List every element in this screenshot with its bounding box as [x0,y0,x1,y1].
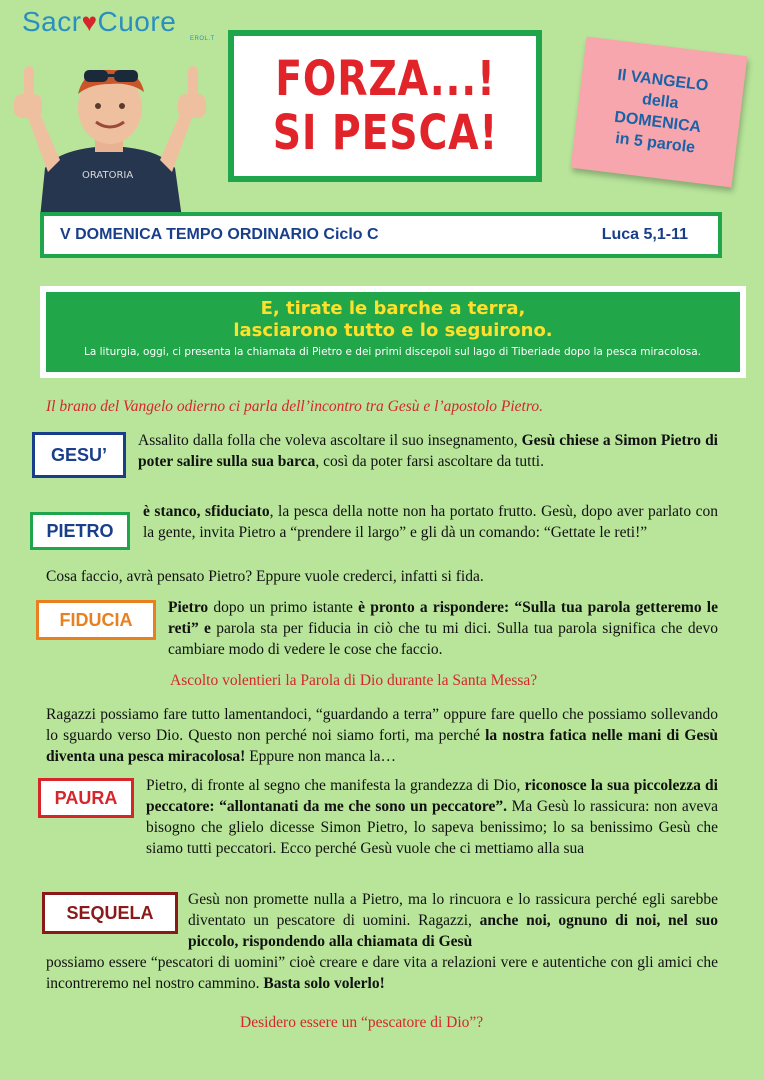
label-gesu: GESU’ [32,432,126,478]
label-pietro: PIETRO [30,512,130,550]
paragraph-middle: Ragazzi possiamo fare tutto lamentandoci, “guardando a terra” oppure fare quello che possiamo sollevando lo sguardo verso Dio. Questo non perché noi siamo forti, ma perché la nostra fatica nelle mani di Gesù diventa una pesca miracolosa! Eppure non manca la… [46,706,719,765]
title-box [228,30,542,182]
paragraph-sequela: Gesù non promette nulla a Pietro, ma lo rincuora e lo rassicura perché egli sarebbe diventato un pescatore di uomini. Ragazzi, anche noi, ognuno di noi, nel suo piccolo, rispondendo alla chiamata di Gesù [188,891,718,950]
note-line-2: della [641,90,680,113]
note-line-3: DOMENICA [613,108,702,137]
logo-text-2: Cuore [97,6,177,37]
sticky-note [571,37,748,188]
title-line-1: FORZA...! [274,51,496,107]
note-line-1: Il VANGELO [616,66,710,95]
logo-subtitle: EROL.T [190,36,215,42]
question-sequela: Desidero essere un “pescatore di Dio”? [240,1014,484,1031]
gospel-banner [40,286,746,378]
paragraph-pietro: è stanco, sfiduciato, la pesca della notte non ha portato frutto. Gesù, dopo aver parlato con la gente, invita Pietro a “prendere il largo” e gli dà un comando: “Gettate le reti!” [143,503,718,541]
label-paura: PAURA [38,778,134,818]
question-fiducia: Ascolto volentieri la Parola di Dio durante la Santa Messa? [170,672,538,689]
paragraph-pietro-after: Cosa faccio, avrà pensato Pietro? Eppure vuole crederci, infatti si fida. [46,568,484,585]
boy-thumbs-up-photo [0,48,230,218]
sunday-label: V DOMENICA TEMPO ORDINARIO Ciclo C [60,226,379,243]
paragraph-gesu: Assalito dalla folla che voleva ascoltare il suo insegnamento, Gesù chiese a Simon Pietro di poter salire sulla sua barca, così da poter farsi ascoltare da tutti. [138,432,718,470]
heart-icon: ♥ [81,7,98,37]
logo [22,6,215,42]
svg-text:ORATORIA: ORATORIA [82,170,134,181]
banner-text: La liturgia, oggi, ci presenta la chiamata di Pietro e dei primi discepoli sul lago di Tiberiade dopo la pesca miracolosa. [84,346,701,358]
label-fiducia: FIDUCIA [36,600,156,640]
note-line-4: in 5 parole [614,129,696,157]
liturgical-date-bar [40,212,722,258]
title-line-2: SI PESCA! [272,105,498,161]
banner-title-2: lasciarono tutto e lo seguirono. [233,320,553,341]
logo-text-1: Sacr [22,6,82,37]
intro-text: Il brano del Vangelo odierno ci parla dell’incontro tra Gesù e l’apostolo Pietro. [46,398,543,415]
paragraph-sequela-after: possiamo essere “pescatori di uomini” cioè creare e dare vita a relazioni vere e autentiche con gli amici che incontreremo nel nostro cammino. Basta solo volerlo! [46,954,718,992]
paragraph-fiducia: Pietro dopo un primo istante è pronto a rispondere: “Sulla tua parola getteremo le reti” e parola sta per fiducia in ciò che tu mi dici. Sulla tua parola significa che devo cambiare modo di vedere le cose che faccio. [168,599,718,658]
label-sequela: SEQUELA [42,892,178,934]
banner-title-1: E, tirate le barche a terra, [260,298,526,319]
gospel-reference: Luca 5,1-11 [601,226,688,243]
paragraph-paura: Pietro, di fronte al segno che manifesta la grandezza di Dio, riconosce la sua piccolezza di peccatore: “allontanati da me che sono un peccatore”. Ma Gesù lo rassicura: non aveva bisogno che glielo dicesse Simon Pietro, lo sapeva benissimo; lo sa benissimo Gesù che siamo tutti peccatori. Ecco perché Gesù vuole che ci mettiamo alla sua [146,777,718,857]
